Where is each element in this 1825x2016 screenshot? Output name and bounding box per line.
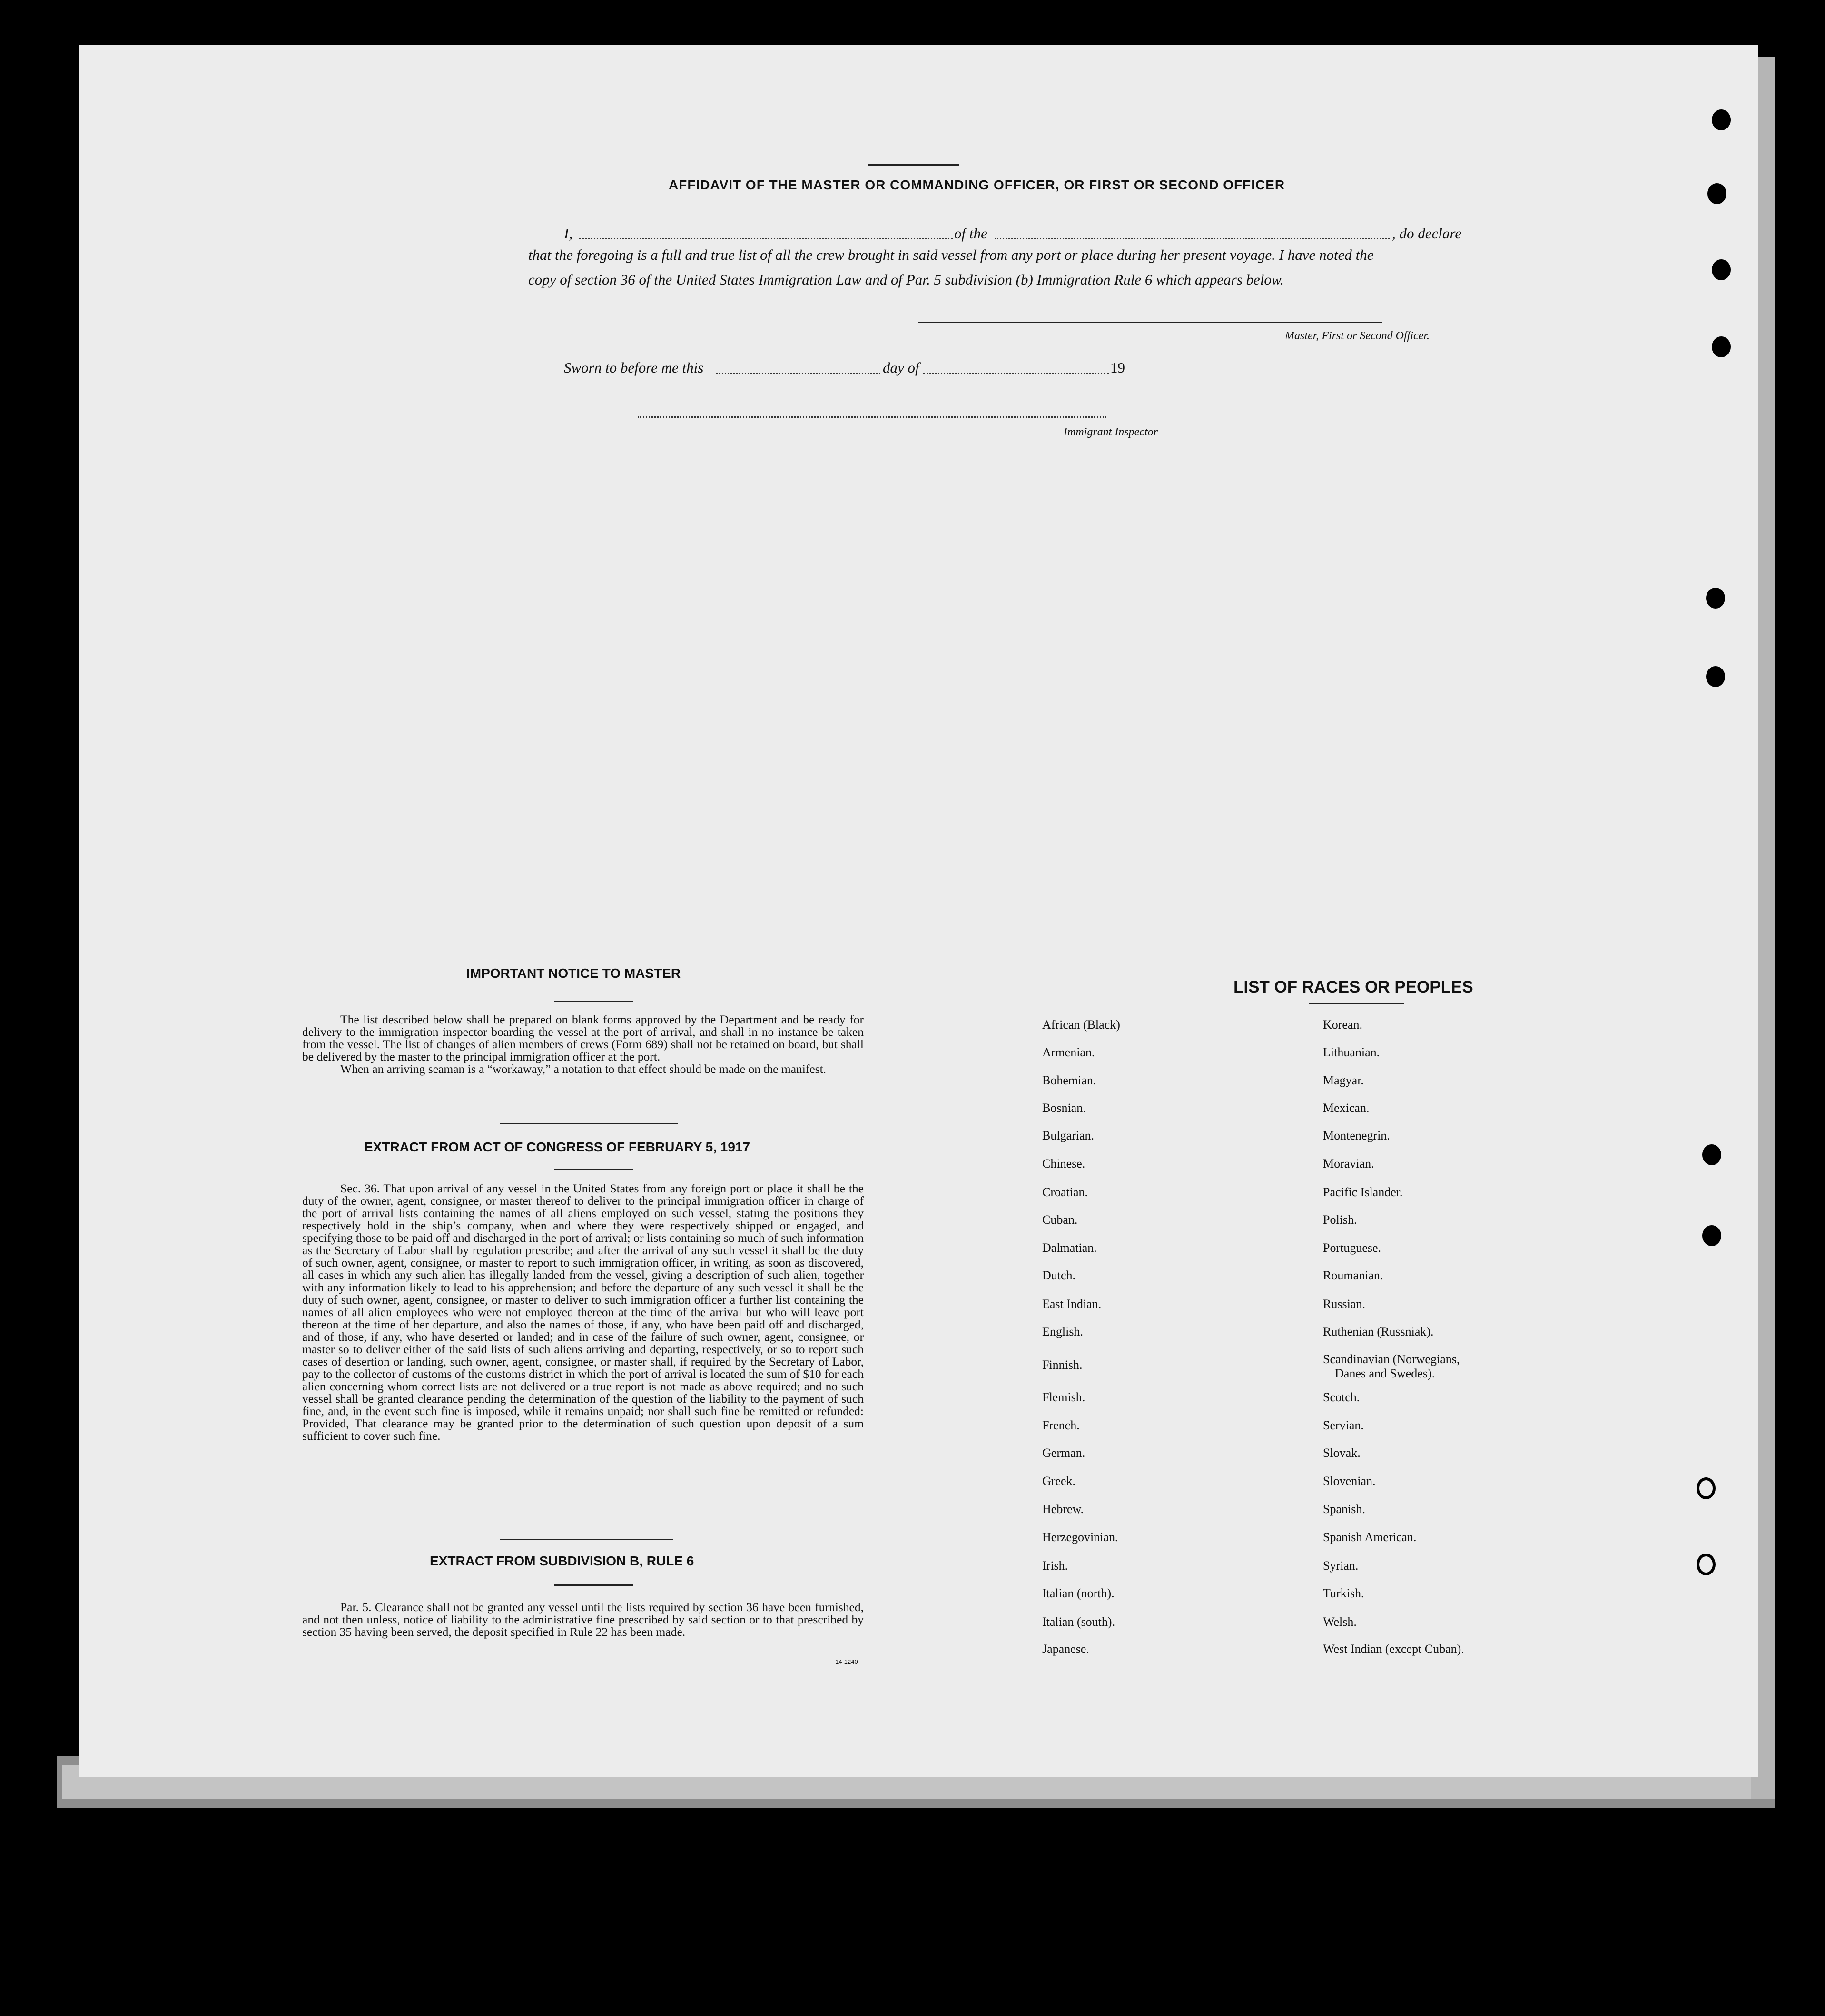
race-item: Korean. [1323,1018,1363,1032]
extract-rule-paragraph: Par. 5. Clearance shall not be granted any vessel until the lists required by section 36 have been furnished, and not then unless, notice of liability to the administrative fine prescribed by said section or to that prescribed by section 35 having been served, the deposit specified in Rule 22 has been made. [302,1600,864,1639]
race-item: English. [1042,1325,1083,1338]
extract-act-paragraph: Sec. 36. That upon arrival of any vessel in the United States from any foreign port or place it shall be the duty of the owner, agent, consignee, or master thereof to deliver to the principal immigration officer in charge of the port of arrival lists containing the names of all aliens employed on such vessel, stating the positions they respectively hold in the ship’s company, when and where they were respectively shipped or engaged, and specifying those to be paid off and discharged in the port of arrival; or lists containing so much of such information as the Secretary of Labor shall by regulation prescribe; and after the arrival of any such vessel it shall be the duty of such owner, agent, consignee, or master to report to such immigration officer, in writing, as soon as discovered, all cases in which any such alien has illegally landed from the vessel, giving a description of such alien, together with any information likely to lead to his apprehension; and before the departure of any such vessel it shall be the duty of such owner, agent, consignee, or master to deliver to such immigration officer a further list containing the names of all alien employees who were not employed thereon at the time of the arrival but who will leave port thereon at the time of her departure, and also the names of those, if any, who have been paid off and discharged, and of those, if any, who have deserted or landed; and in case of the failure of such owner, agent, consignee, or master so to deliver either of the said lists of such aliens arriving and departing, respectively, or so to report such cases of desertion or landing, such owner, agent, consignee, or master shall, if required by the Secretary of Labor, pay to the collector of customs of the customs district in which the port of arrival is located the sum of $10 for each alien concerning whom correct lists are not delivered or a true report is not made as above required; and no such vessel shall be granted clearance pending the determination of the question of the liability to the payment of such fine, and, in the event such fine is imposed, while it remains unpaid; nor shall such fine be remitted or refunded: Provided, That clearance may be granted prior to the determination of such question upon deposit of a sum sufficient to cover such fine. [302,1181,864,1443]
binder-hole [1707,183,1726,204]
binder-hole [1702,1144,1721,1165]
race-item: Bulgarian. [1042,1129,1095,1142]
notice-title: IMPORTANT NOTICE TO MASTER [466,966,681,981]
race-item: Herzegovinian. [1042,1530,1118,1544]
section-divider [500,1123,678,1124]
races-title-rule [1309,1003,1404,1004]
race-item: Russian. [1323,1297,1365,1311]
vessel-name-field[interactable] [995,238,1390,239]
extract-act-body [302,1182,864,1442]
race-item: Turkish. [1323,1586,1364,1600]
race-item: French. [1042,1418,1080,1432]
race-item: Irish. [1042,1559,1068,1573]
race-item: Welsh. [1323,1615,1357,1629]
race-item: Flemish. [1042,1390,1085,1404]
race-item: Spanish American. [1323,1530,1417,1544]
race-item: Hebrew. [1042,1502,1084,1516]
notice-title-rule [554,1001,633,1002]
extract-rule-rule [554,1584,633,1586]
affidavit-title: AFFIDAVIT OF THE MASTER OR COMMANDING OFFICER, OR FIRST OR SECOND OFFICER [669,177,1285,192]
signature-label: Master, First or Second Officer. [1285,330,1430,342]
document-page [79,45,1758,1777]
race-item: Japanese. [1042,1642,1089,1656]
inspector-signature-line[interactable] [638,416,1106,418]
race-item: Chinese. [1042,1157,1085,1170]
affidavit-line1-start: I, [564,225,573,242]
race-item: Polish. [1323,1213,1357,1227]
race-item: German. [1042,1446,1085,1460]
race-item: Finnish. [1042,1358,1083,1372]
sworn-prefix: Sworn to before me this [564,359,704,376]
races-title: LIST OF RACES OR PEOPLES [1233,978,1473,996]
race-item: African (Black) [1042,1018,1120,1032]
signature-line[interactable] [918,322,1382,323]
sworn-day-field[interactable] [716,373,880,374]
race-item: Magyar. [1323,1073,1364,1087]
affidavit-line1-end: , do declare [1392,225,1462,242]
race-item: Spanish. [1323,1502,1365,1516]
race-item: Danes and Swedes). [1335,1367,1435,1380]
race-item: Montenegrin. [1323,1129,1390,1142]
race-item: Italian (north). [1042,1586,1115,1600]
race-item: Syrian. [1323,1559,1359,1573]
affidavit-line2: that the foregoing is a full and true list of all the crew brought in said vessel from any port or place during her present voyage. I have noted the [528,246,1374,263]
binder-hole-ring [1697,1554,1716,1575]
race-item: Scandinavian (Norwegians, [1323,1352,1460,1366]
binder-hole [1702,1225,1721,1246]
race-item: Armenian. [1042,1045,1095,1059]
race-item: Dutch. [1042,1269,1076,1282]
extract-act-title: EXTRACT FROM ACT OF CONGRESS OF FEBRUARY 5, 1917 [364,1140,750,1154]
extract-rule-body [302,1601,864,1638]
extract-act-rule [554,1169,633,1170]
race-item: Cuban. [1042,1213,1078,1227]
inspector-label: Immigrant Inspector [1064,426,1158,438]
extract-rule-title: EXTRACT FROM SUBDIVISION B, RULE 6 [430,1554,694,1568]
race-item: Italian (south). [1042,1615,1115,1629]
race-item: Bosnian. [1042,1101,1086,1115]
master-name-field[interactable] [579,238,953,239]
binder-hole [1712,336,1731,357]
binder-hole [1712,259,1731,280]
binder-hole [1706,588,1725,609]
race-item: Mexican. [1323,1101,1370,1115]
sworn-day-label: day of [883,359,919,376]
affidavit-line1-mid: of the [954,225,987,242]
race-item: Moravian. [1323,1157,1374,1170]
notice-paragraph: The list described below shall be prepared on blank forms approved by the Department and be ready for delivery to the immigration inspector boarding the vessel at the port of arrival, and shall in no instance be taken from the vessel. The list of changes of alien members of crews (Form 689) shall not be retained on board, but shall be delivered by the master to the principal immigration officer at the port. [302,1013,864,1063]
sworn-month-field[interactable] [923,373,1109,374]
sworn-year-label: 19 [1110,359,1125,376]
race-item: Slovenian. [1323,1474,1376,1488]
binder-hole [1712,109,1731,130]
section-divider [500,1539,673,1540]
race-item: East Indian. [1042,1297,1102,1311]
notice-body [302,1013,864,1075]
affidavit-line3: copy of section 36 of the United States Immigration Law and of Par. 5 subdivision (b) Immigration Rule 6 which appears below. [528,271,1284,288]
race-item: Dalmatian. [1042,1241,1097,1255]
race-item: Croatian. [1042,1185,1088,1199]
form-number: 14-1240 [835,1658,858,1665]
race-item: Servian. [1323,1418,1364,1432]
title-rule [868,164,959,166]
binder-hole [1706,666,1725,687]
race-item: Scotch. [1323,1390,1360,1404]
binder-hole-ring [1697,1477,1716,1499]
race-item: Bohemian. [1042,1073,1096,1087]
race-item: Greek. [1042,1474,1076,1488]
race-item: Pacific Islander. [1323,1185,1403,1199]
notice-paragraph: When an arriving seaman is a “workaway,” a notation to that effect should be made on the manifest. [340,1062,827,1076]
race-item: Lithuanian. [1323,1045,1380,1059]
race-item: West Indian (except Cuban). [1323,1642,1464,1656]
race-item: Slovak. [1323,1446,1361,1460]
race-item: Ruthenian (Russniak). [1323,1325,1434,1338]
race-item: Portuguese. [1323,1241,1381,1255]
race-item: Roumanian. [1323,1269,1383,1282]
